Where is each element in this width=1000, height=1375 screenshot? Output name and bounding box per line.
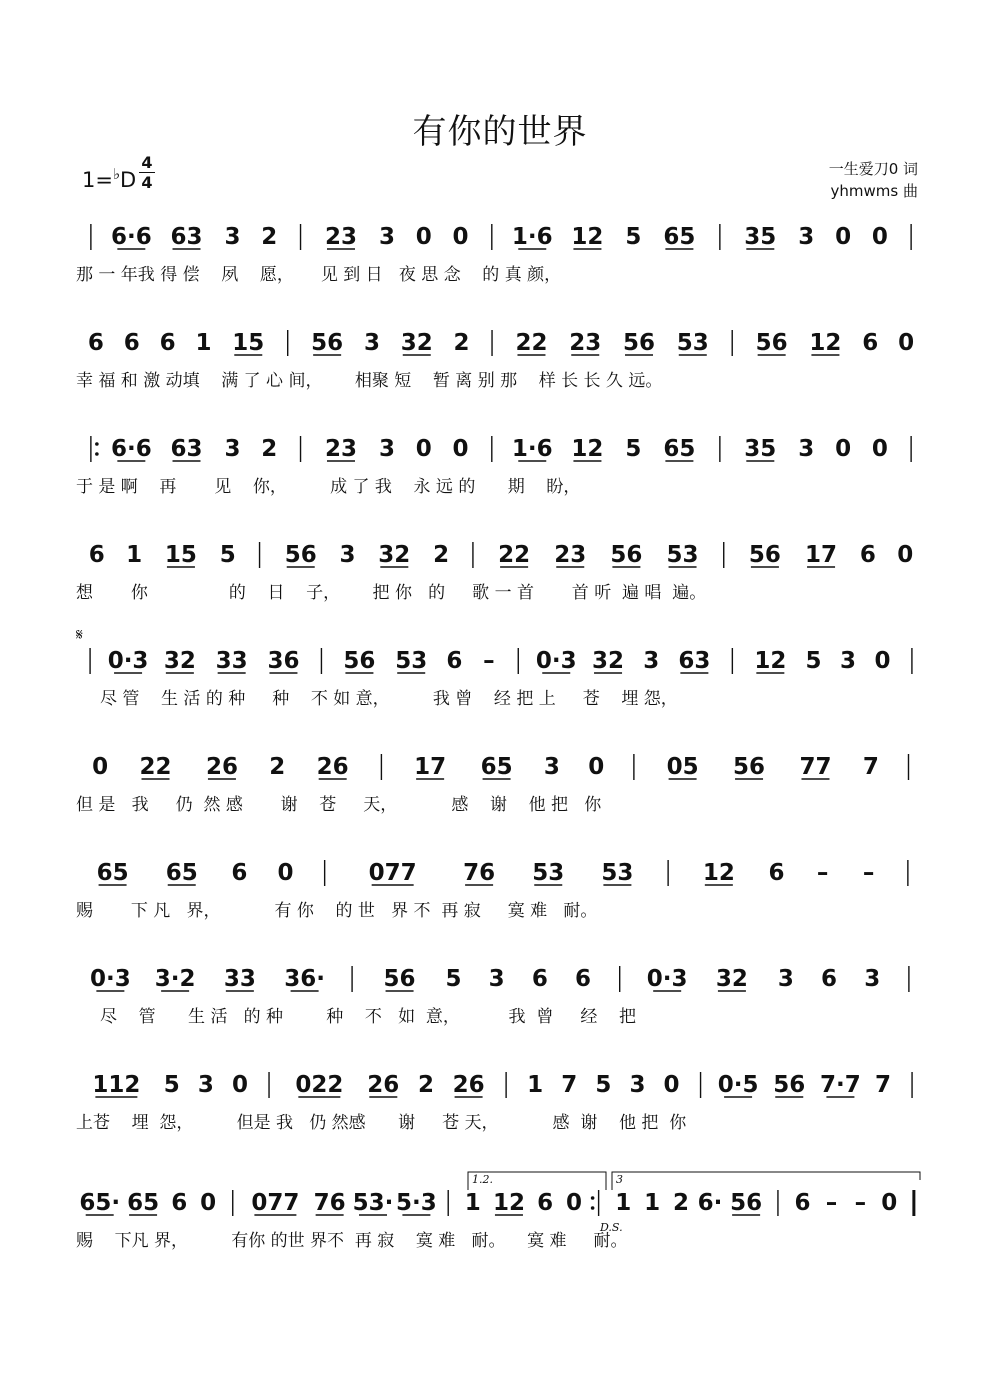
note-group: 6	[159, 330, 176, 356]
note-group: 3	[378, 224, 395, 250]
lyric-line: 幸 福 和 激 动填 满 了 心 间， 相聚 短 暂 离 别 那 样 长 长 久 远。	[76, 371, 663, 391]
time-signature	[139, 153, 155, 192]
note-group: 6	[171, 1190, 188, 1216]
flat-sign: ♭	[112, 165, 121, 183]
note-group: 26	[205, 754, 238, 780]
note-group: 2	[261, 436, 278, 462]
note-group: 12	[702, 860, 735, 886]
notation-line	[0, 954, 1000, 1000]
note-group: 12	[754, 648, 787, 674]
note-group: 0	[415, 436, 432, 462]
note-group: 0	[897, 542, 914, 568]
note-group: 32	[163, 648, 196, 674]
note-group: 2	[673, 1190, 690, 1216]
note-group: 22	[515, 330, 548, 356]
note-group: 2	[269, 754, 286, 780]
note-group: 53	[532, 860, 565, 886]
note-group: 63	[170, 224, 203, 250]
note-group: 3	[339, 542, 356, 568]
note-group: 0	[92, 754, 109, 780]
note-group: 0	[871, 436, 888, 462]
score-system	[0, 1173, 1000, 1268]
score-system	[0, 318, 1000, 408]
note-group: 12	[809, 330, 842, 356]
note-group: 5	[595, 1072, 612, 1098]
repeat-dot	[95, 442, 99, 446]
credits	[829, 158, 918, 202]
score-system	[0, 424, 1000, 514]
note-group: 1·6	[511, 436, 553, 462]
note-group: 56	[284, 542, 317, 568]
note-group: 65	[663, 436, 696, 462]
note-group: 0	[881, 1190, 898, 1216]
note-group: 15	[164, 542, 197, 568]
note-group: 3·2	[154, 966, 196, 992]
note-group: 3	[777, 966, 794, 992]
score-system	[0, 954, 1000, 1044]
note-group: –	[483, 648, 495, 674]
score-system	[0, 625, 1000, 726]
score-system	[0, 530, 1000, 620]
note-group: –	[862, 860, 875, 886]
lyric-line: 上苍 埋 怨， 但是 我 仍 然感 谢 苍 天， 感 谢 他 把 你	[76, 1113, 687, 1133]
note-group: 23	[569, 330, 602, 356]
note-group: 63	[170, 436, 203, 462]
key-signature	[82, 165, 136, 192]
note-group: 3	[643, 648, 660, 674]
note-group: 15	[232, 330, 265, 356]
note-group: 6·6	[110, 436, 152, 462]
note-group: 0·3	[107, 648, 149, 674]
note-group: 6	[531, 966, 548, 992]
note-group: 6	[859, 542, 876, 568]
note-group: 56	[730, 1190, 763, 1216]
note-group: 3	[488, 966, 505, 992]
note-group: 0	[588, 754, 605, 780]
note-group: 56	[733, 754, 766, 780]
lyric-line: 赐 下凡 界， 有你 的世 界不 再 寂 寞 难 耐。 寞 难 耐。	[76, 1231, 628, 1251]
note-group: 56	[383, 966, 416, 992]
segno-sign: 𝄋	[76, 625, 83, 644]
note-group: 65	[96, 860, 129, 886]
note-group: 65	[165, 860, 198, 886]
note-group: 32	[400, 330, 433, 356]
note-group: 112	[92, 1072, 141, 1098]
volta-label: 3	[616, 1173, 623, 1186]
note-group: 6	[821, 966, 838, 992]
note-group: 23	[554, 542, 587, 568]
note-group: 53	[395, 648, 428, 674]
page-title: 有你的世界	[412, 112, 588, 152]
note-group: 36	[267, 648, 300, 674]
score-system	[0, 742, 1000, 832]
note-group: 23	[324, 436, 358, 462]
note-group: 3	[629, 1072, 646, 1098]
note-group: 0	[232, 1072, 249, 1098]
note-group: 05	[666, 754, 699, 780]
note-group: 077	[368, 860, 417, 886]
note-group: 65	[480, 754, 513, 780]
note-group: 76	[463, 860, 496, 886]
note-group: 0	[566, 1190, 583, 1216]
note-group: 53	[676, 330, 709, 356]
note-group: 35	[744, 224, 777, 250]
note-group: 0	[452, 224, 469, 250]
note-group: 23	[324, 224, 358, 250]
note-group: 1	[644, 1190, 661, 1216]
note-group: 0·3	[535, 648, 577, 674]
note-group: 3	[224, 436, 241, 462]
time-top: 4	[141, 153, 153, 172]
note-group: –	[854, 1190, 867, 1216]
note-group: 53	[601, 860, 634, 886]
note-group: 022	[295, 1072, 344, 1098]
score-system	[0, 848, 1000, 938]
note-group: 3	[798, 436, 815, 462]
note-group: 17	[805, 542, 838, 568]
note-group: 77	[799, 754, 832, 780]
note-group: 26	[452, 1072, 485, 1098]
note-group: 2	[417, 1072, 434, 1098]
note-group: 0	[452, 436, 469, 462]
notation-line	[0, 742, 1000, 788]
note-group: 6	[87, 330, 104, 356]
notation-line	[0, 530, 1000, 576]
note-group: 56	[748, 542, 781, 568]
note-group: 0	[835, 436, 852, 462]
note-group: 56	[755, 330, 788, 356]
note-group: 12	[571, 436, 604, 462]
note-group: 7	[875, 1072, 892, 1098]
note-group: –	[825, 1190, 838, 1216]
note-group: 1·6	[511, 224, 553, 250]
note-group: 32	[378, 542, 411, 568]
notation-line	[0, 1173, 1000, 1234]
notation-line	[0, 318, 1000, 364]
note-group: 1	[464, 1190, 481, 1216]
repeat-dot	[591, 1206, 595, 1210]
note-group: 6	[88, 542, 105, 568]
note-group: 5	[163, 1072, 180, 1098]
notation-line	[0, 625, 1000, 682]
note-group: 35	[744, 436, 777, 462]
note-group: 56	[311, 330, 344, 356]
volta-label: 1.2.	[472, 1173, 493, 1186]
note-group: 6	[862, 330, 879, 356]
note-group: 5·3	[396, 1190, 437, 1216]
lyric-line: 尽 管 生 活 的 种 种 不 如 意， 我 曾 经 把	[100, 1007, 636, 1027]
note-group: 22	[498, 542, 531, 568]
note-group: 12	[571, 224, 604, 250]
note-group: 5	[445, 966, 462, 992]
note-group: 0·5	[717, 1072, 759, 1098]
note-group: 5	[625, 224, 642, 250]
note-group: 7	[561, 1072, 578, 1098]
note-group: 077	[251, 1190, 300, 1216]
note-group: 0	[415, 224, 432, 250]
note-group: 0·3	[89, 966, 131, 992]
note-group: 3	[840, 648, 857, 674]
note-group: 0·3	[646, 966, 688, 992]
note-group: 2	[261, 224, 278, 250]
note-group: 6	[768, 860, 785, 886]
note-group: 5	[625, 436, 642, 462]
note-group: 2	[453, 330, 470, 356]
note-group: 0	[874, 648, 891, 674]
note-group: 6	[446, 648, 463, 674]
note-group: 36·	[284, 966, 325, 992]
repeat-dot	[95, 452, 99, 456]
note-group: 56	[610, 542, 643, 568]
note-group: 56	[343, 648, 376, 674]
note-group: 32	[592, 648, 625, 674]
note-group: 2	[433, 542, 450, 568]
note-group: 3	[224, 224, 241, 250]
note-group: 76	[313, 1190, 346, 1216]
score-system	[0, 1060, 1000, 1150]
lyric-line: 那 一 年我 得 偿 夙 愿， 见 到 日 夜 思 念 的 真 颜，	[76, 265, 562, 285]
note-group: 26	[316, 754, 349, 780]
note-group: 1	[527, 1072, 544, 1098]
note-group: 6	[231, 860, 248, 886]
time-bottom: 4	[139, 172, 155, 192]
note-group: 3	[798, 224, 815, 250]
note-group: 5	[805, 648, 822, 674]
note-group: 3	[378, 436, 395, 462]
note-group: 6	[575, 966, 592, 992]
note-group: 33	[223, 966, 256, 992]
note-group: 7·7	[820, 1072, 861, 1098]
note-group: 6	[537, 1190, 554, 1216]
note-group: 33	[215, 648, 248, 674]
note-group: 3	[543, 754, 560, 780]
note-group: 0	[277, 860, 294, 886]
note-group: 12	[492, 1190, 525, 1216]
note-group: 56	[623, 330, 656, 356]
notation-line	[0, 212, 1000, 258]
note-group: 1	[615, 1190, 632, 1216]
lyric-line: 于 是 啊 再 见 你， 成 了 我 永 远 的 期 盼，	[76, 477, 581, 497]
key-note: D	[120, 168, 137, 192]
lyric-line: 尽 管 生 活 的 种 种 不 如 意， 我 曾 经 把 上 苍 埋 怨，	[100, 689, 678, 709]
notation-line	[0, 1060, 1000, 1106]
note-group: 1	[195, 330, 212, 356]
note-group: 1	[126, 542, 143, 568]
notation-line	[0, 848, 1000, 894]
note-group: 0	[200, 1190, 217, 1216]
note-group: 56	[773, 1072, 806, 1098]
note-group: 63	[678, 648, 711, 674]
lyric-line: 赐 下 凡 界， 有 你 的 世 界 不 再 寂 寞 难 耐。	[76, 901, 598, 921]
ds-marking: D.S.	[600, 1221, 623, 1234]
note-group: 0	[871, 224, 888, 250]
note-group: 17	[414, 754, 447, 780]
note-group: 3	[363, 330, 380, 356]
note-group: 32	[715, 966, 748, 992]
note-group: 53·	[352, 1190, 394, 1216]
key-prefix: 1=	[82, 168, 113, 192]
note-group: 0	[835, 224, 852, 250]
note-group: 0	[663, 1072, 680, 1098]
composer: yhmwms 曲	[830, 182, 918, 200]
note-group: 7	[862, 754, 879, 780]
lyric-line: 想 你 的 日 子， 把 你 的 歌 一 首 首 听 遍 唱 遍。	[76, 583, 707, 603]
note-group: 3	[864, 966, 881, 992]
note-group: 6	[123, 330, 140, 356]
score-system	[0, 212, 1000, 302]
note-group: 26	[367, 1072, 400, 1098]
volta-bracket	[612, 1172, 920, 1190]
repeat-dot	[591, 1196, 595, 1200]
note-group: 65	[127, 1190, 160, 1216]
note-group: 0	[898, 330, 915, 356]
note-group: 6·6	[110, 224, 152, 250]
note-group: 65·	[79, 1190, 121, 1216]
notation-line	[0, 424, 1000, 470]
note-group: 65	[663, 224, 696, 250]
note-group: –	[816, 860, 829, 886]
note-group: 22	[139, 754, 172, 780]
note-group: 6·	[697, 1190, 723, 1216]
lyricist: 一生爱刀0 词	[828, 160, 918, 178]
note-group: 5	[219, 542, 236, 568]
note-group: 53	[666, 542, 699, 568]
note-group: 3	[197, 1072, 214, 1098]
lyric-line: 但 是 我 仍 然 感 谢 苍 天， 感 谢 他 把 你	[76, 795, 602, 815]
note-group: 6	[794, 1190, 811, 1216]
